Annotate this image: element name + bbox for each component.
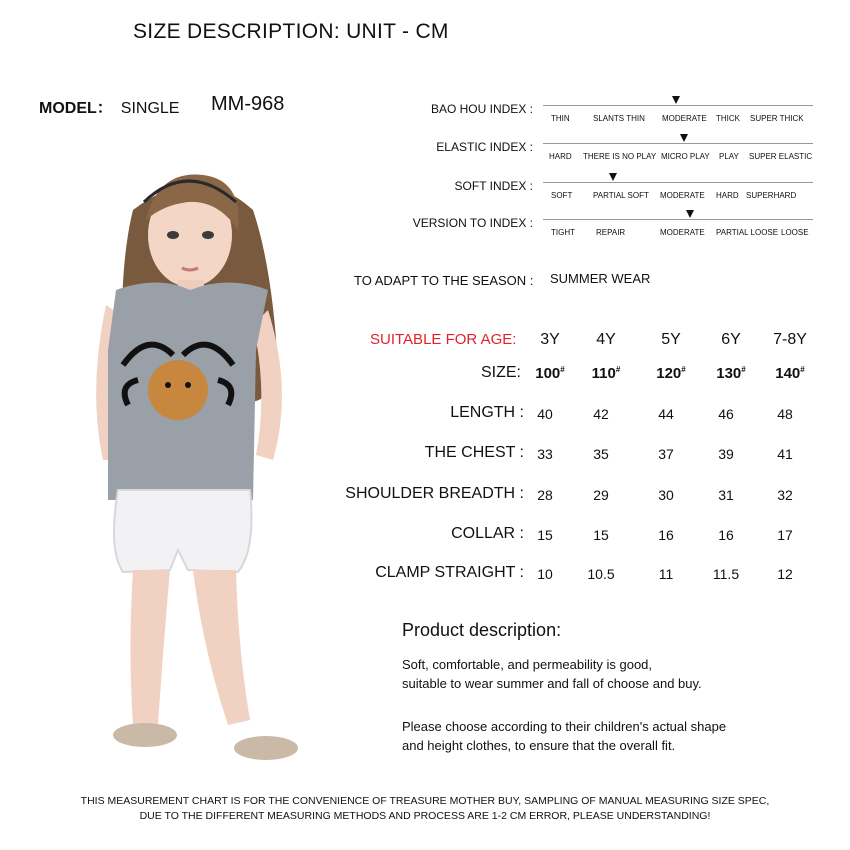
text-line: Soft, comfortable, and permeability is good, bbox=[402, 657, 653, 672]
footer-line: DUE TO THE DIFFERENT MEASURING METHODS AND PROCESS ARE 1-2 CM ERROR, PLEASE UNDERSTANDING! bbox=[139, 810, 711, 822]
size-cell bbox=[646, 365, 696, 382]
measurement-value: 44 bbox=[658, 406, 674, 422]
age-cell: 3Y bbox=[540, 331, 560, 348]
index-label: ELASTIC INDEX : bbox=[436, 140, 533, 154]
scale-line bbox=[543, 143, 813, 144]
age-cell: 4Y bbox=[596, 331, 616, 348]
index-option: MODERATE bbox=[662, 114, 707, 123]
size-value: 130 bbox=[716, 365, 742, 382]
measurement-value: 16 bbox=[718, 527, 734, 543]
index-option: THERE IS NO PLAY bbox=[583, 152, 657, 161]
footer-line: THIS MEASUREMENT CHART IS FOR THE CONVENIENCE OF TREASURE MOTHER BUY, SAMPLING OF MANUAL MEASURING SIZE SPEC, bbox=[80, 795, 770, 807]
measurement-label: SHOULDER BREADTH : bbox=[345, 485, 524, 502]
measurement-value: 41 bbox=[777, 446, 793, 462]
measurement-label: THE CHEST : bbox=[424, 444, 524, 461]
size-cell bbox=[706, 365, 756, 382]
age-label: SUITABLE FOR AGE: bbox=[370, 331, 517, 348]
size-mark: # bbox=[560, 365, 565, 374]
measurement-value: 37 bbox=[658, 446, 674, 462]
index-scale bbox=[543, 214, 813, 237]
index-option: HARD bbox=[549, 152, 572, 161]
size-mark: # bbox=[800, 365, 805, 374]
size-value: 120 bbox=[656, 365, 682, 382]
size-cell bbox=[525, 365, 575, 382]
index-label: BAO HOU INDEX : bbox=[430, 102, 533, 116]
measurement-value: 48 bbox=[777, 406, 793, 422]
measurement-value: 35 bbox=[593, 446, 609, 462]
model-type: SINGLE bbox=[120, 100, 180, 117]
season-label: TO ADAPT TO THE SEASON : bbox=[354, 273, 534, 288]
size-value: 110 bbox=[591, 365, 616, 382]
index-option: LOOSE bbox=[781, 228, 809, 237]
size-mark: # bbox=[681, 365, 686, 374]
text-line: Please choose according to their children's actual shape bbox=[402, 719, 727, 734]
measurement-value: 29 bbox=[593, 487, 609, 503]
index-option: PARTIAL SOFT bbox=[593, 191, 649, 200]
selected-marker-icon bbox=[609, 173, 617, 181]
measurement-value: 15 bbox=[537, 527, 553, 543]
size-mark: # bbox=[615, 365, 621, 374]
measurement-label: LENGTH : bbox=[450, 404, 524, 421]
age-cell: 7-8Y bbox=[773, 331, 807, 348]
text-line: and height clothes, to ensure that the overall fit. bbox=[402, 738, 676, 753]
measurement-value: 33 bbox=[537, 446, 553, 462]
index-option: PLAY bbox=[719, 152, 739, 161]
index-option: REPAIR bbox=[596, 228, 626, 237]
size-value: 140 bbox=[775, 365, 801, 382]
measurement-value: 10 bbox=[537, 566, 553, 582]
measurement-value: 46 bbox=[718, 406, 734, 422]
index-label: SOFT INDEX : bbox=[454, 179, 533, 193]
index-option: SLANTS THIN bbox=[593, 114, 645, 123]
selected-marker-icon bbox=[680, 134, 688, 142]
index-option: MODERATE bbox=[660, 228, 705, 237]
measurement-value: 16 bbox=[658, 527, 674, 543]
age-cell: 5Y bbox=[661, 331, 681, 348]
size-mark: # bbox=[741, 365, 746, 374]
index-option: SUPER ELASTIC bbox=[749, 152, 813, 161]
text-line: suitable to wear summer and fall of choose and buy. bbox=[402, 676, 702, 691]
index-option: HARD bbox=[716, 191, 739, 200]
child-model-photo bbox=[78, 150, 308, 775]
age-cell: 6Y bbox=[721, 331, 741, 348]
index-option: THIN bbox=[551, 114, 570, 123]
measurement-value: 11.5 bbox=[712, 566, 740, 582]
index-option: SOFT bbox=[551, 191, 573, 200]
index-scale bbox=[543, 138, 813, 161]
size-value: 100 bbox=[535, 365, 561, 382]
scale-line bbox=[543, 182, 813, 183]
index-option: MICRO PLAY bbox=[661, 152, 710, 161]
measurement-value: 31 bbox=[718, 487, 734, 503]
footer-note bbox=[0, 794, 850, 824]
measurement-value: 28 bbox=[537, 487, 553, 503]
index-label: VERSION TO INDEX : bbox=[412, 216, 533, 230]
measurement-value: 11 bbox=[658, 566, 674, 582]
index-option: THICK bbox=[716, 114, 740, 123]
measurement-label: CLAMP STRAIGHT : bbox=[375, 564, 524, 581]
size-cell bbox=[765, 365, 815, 382]
measurement-label: COLLAR : bbox=[451, 525, 524, 542]
measurement-value: 12 bbox=[777, 566, 793, 582]
model-info bbox=[39, 93, 285, 118]
measurement-value: 15 bbox=[593, 527, 609, 543]
size-label: SIZE: bbox=[480, 364, 521, 381]
measurement-value: 40 bbox=[537, 406, 553, 422]
page-title: SIZE DESCRIPTION: UNIT - CM bbox=[133, 20, 449, 43]
index-option: SUPERHARD bbox=[746, 191, 797, 200]
scale-line bbox=[543, 105, 813, 106]
measurement-value: 30 bbox=[658, 487, 674, 503]
selected-marker-icon bbox=[672, 96, 680, 104]
measurement-value: 10.5 bbox=[587, 566, 615, 582]
scale-line bbox=[543, 219, 813, 220]
measurement-value: 39 bbox=[718, 446, 734, 462]
product-description-paragraph-2 bbox=[402, 717, 822, 755]
measurement-value: 32 bbox=[777, 487, 793, 503]
measurement-value: 17 bbox=[777, 527, 793, 543]
size-cell bbox=[581, 365, 631, 382]
model-label: MODEL： bbox=[39, 100, 113, 117]
index-option: MODERATE bbox=[660, 191, 705, 200]
selected-marker-icon bbox=[686, 210, 694, 218]
product-description-title: Product description: bbox=[402, 620, 562, 640]
index-option: TIGHT bbox=[551, 228, 575, 237]
index-option: PARTIAL LOOSE bbox=[716, 228, 779, 237]
index-scale bbox=[543, 100, 813, 123]
product-description-paragraph-1 bbox=[402, 655, 822, 693]
index-option: SUPER THICK bbox=[750, 114, 804, 123]
measurement-value: 42 bbox=[593, 406, 609, 422]
season-value: SUMMER WEAR bbox=[550, 271, 651, 286]
model-code: MM-968 bbox=[211, 93, 285, 115]
index-scale bbox=[543, 177, 813, 200]
